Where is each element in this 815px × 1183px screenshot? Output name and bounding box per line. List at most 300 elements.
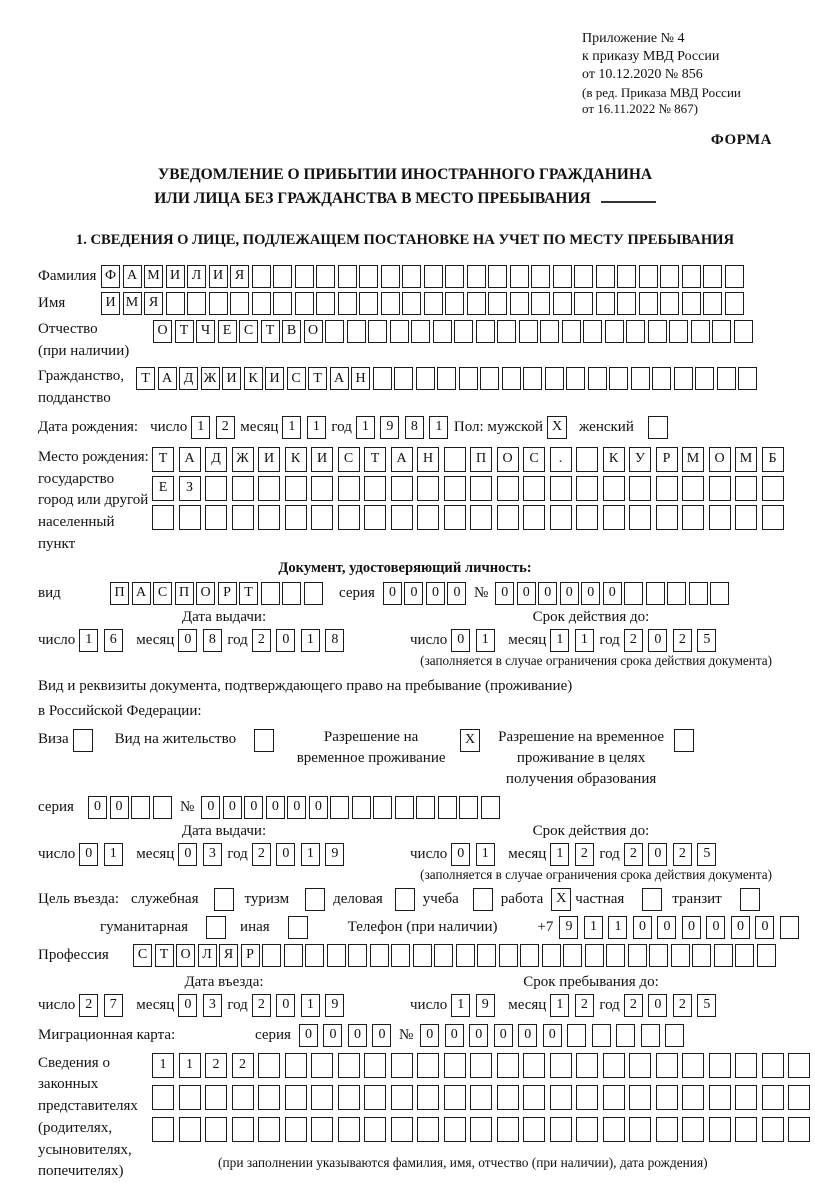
char-cell[interactable]: 3 [203, 843, 222, 866]
char-cell[interactable]: 1 [282, 416, 301, 439]
char-cell[interactable]: 1 [307, 416, 326, 439]
char-cell[interactable] [417, 1053, 439, 1078]
char-cell[interactable] [656, 1117, 678, 1142]
char-cell[interactable]: 0 [404, 582, 423, 605]
char-cell[interactable] [553, 292, 572, 315]
char-cell[interactable]: П [175, 582, 194, 605]
char-cell[interactable] [338, 1053, 360, 1078]
char-cell[interactable] [531, 292, 550, 315]
char-cell[interactable] [481, 796, 500, 819]
char-cell[interactable] [205, 1117, 227, 1142]
char-cell[interactable] [470, 505, 492, 530]
char-cell[interactable]: З [179, 476, 201, 501]
char-cell[interactable]: Е [152, 476, 174, 501]
char-cell[interactable] [411, 320, 430, 343]
char-cell[interactable] [562, 320, 581, 343]
char-cell[interactable]: . [550, 447, 572, 472]
char-cell[interactable] [152, 505, 174, 530]
char-cell[interactable] [285, 1085, 307, 1110]
char-cell[interactable] [364, 1117, 386, 1142]
char-cell[interactable] [550, 505, 572, 530]
char-cell[interactable]: 2 [216, 416, 235, 439]
char-cell[interactable]: 0 [266, 796, 285, 819]
char-cell[interactable]: 0 [79, 843, 98, 866]
char-cell[interactable] [338, 265, 357, 288]
char-cell[interactable]: Т [155, 944, 174, 967]
char-cell[interactable]: И [311, 447, 333, 472]
char-cell[interactable]: 0 [706, 916, 725, 939]
char-cell[interactable] [712, 320, 731, 343]
char-cell[interactable]: 1 [356, 416, 375, 439]
char-cell[interactable]: О [709, 447, 731, 472]
char-cell[interactable] [454, 320, 473, 343]
char-cell[interactable] [656, 1053, 678, 1078]
char-cell[interactable]: О [497, 447, 519, 472]
char-cell[interactable]: О [196, 582, 215, 605]
char-cell[interactable] [576, 1117, 598, 1142]
char-cell[interactable]: 2 [232, 1053, 254, 1078]
char-cell[interactable]: 0 [323, 1024, 342, 1047]
char-cell[interactable]: Р [218, 582, 237, 605]
char-cell[interactable] [550, 1117, 572, 1142]
char-cell[interactable]: Т [152, 447, 174, 472]
char-cell[interactable] [232, 1085, 254, 1110]
purpose-humanitarian-checkbox[interactable] [206, 916, 226, 939]
char-cell[interactable]: С [338, 447, 360, 472]
char-cell[interactable] [390, 320, 409, 343]
char-cell[interactable]: 2 [624, 843, 643, 866]
char-cell[interactable] [330, 796, 349, 819]
char-cell[interactable] [327, 944, 346, 967]
char-cell[interactable] [660, 265, 679, 288]
char-cell[interactable]: П [110, 582, 129, 605]
char-cell[interactable] [576, 447, 598, 472]
char-cell[interactable] [497, 1117, 519, 1142]
char-cell[interactable] [391, 1053, 413, 1078]
char-cell[interactable]: И [166, 265, 185, 288]
purpose-transit-checkbox[interactable] [740, 888, 760, 911]
edu-permit-checkbox[interactable] [674, 729, 694, 752]
char-cell[interactable] [273, 265, 292, 288]
char-cell[interactable]: А [391, 447, 413, 472]
char-cell[interactable] [709, 476, 731, 501]
char-cell[interactable]: 9 [325, 994, 344, 1017]
char-cell[interactable] [444, 1085, 466, 1110]
char-cell[interactable] [470, 476, 492, 501]
char-cell[interactable] [641, 1024, 660, 1047]
char-cell[interactable] [497, 1053, 519, 1078]
char-cell[interactable] [131, 796, 150, 819]
char-cell[interactable]: 2 [79, 994, 98, 1017]
char-cell[interactable] [629, 476, 651, 501]
char-cell[interactable] [258, 1085, 280, 1110]
char-cell[interactable] [629, 505, 651, 530]
char-cell[interactable] [480, 367, 499, 390]
char-cell[interactable]: Т [261, 320, 280, 343]
char-cell[interactable] [646, 582, 665, 605]
char-cell[interactable] [596, 265, 615, 288]
char-cell[interactable] [542, 944, 561, 967]
char-cell[interactable] [359, 265, 378, 288]
char-cell[interactable] [470, 1053, 492, 1078]
char-cell[interactable]: И [265, 367, 284, 390]
char-cell[interactable]: Т [239, 582, 258, 605]
purpose-other-checkbox[interactable] [288, 916, 308, 939]
char-cell[interactable] [609, 367, 628, 390]
char-cell[interactable] [709, 505, 731, 530]
char-cell[interactable] [695, 367, 714, 390]
char-cell[interactable] [788, 1117, 810, 1142]
char-cell[interactable]: 0 [348, 1024, 367, 1047]
char-cell[interactable] [629, 1085, 651, 1110]
char-cell[interactable] [282, 582, 301, 605]
char-cell[interactable] [499, 944, 518, 967]
char-cell[interactable]: 0 [517, 582, 536, 605]
char-cell[interactable] [669, 320, 688, 343]
char-cell[interactable]: 2 [673, 994, 692, 1017]
char-cell[interactable] [780, 916, 799, 939]
char-cell[interactable]: 5 [697, 843, 716, 866]
char-cell[interactable]: 0 [276, 994, 295, 1017]
char-cell[interactable] [348, 944, 367, 967]
char-cell[interactable]: 2 [575, 843, 594, 866]
char-cell[interactable]: 9 [559, 916, 578, 939]
char-cell[interactable]: Н [351, 367, 370, 390]
purpose-private-checkbox[interactable] [642, 888, 662, 911]
char-cell[interactable]: Ч [196, 320, 215, 343]
char-cell[interactable] [304, 582, 323, 605]
char-cell[interactable] [502, 367, 521, 390]
char-cell[interactable]: М [682, 447, 704, 472]
char-cell[interactable]: 0 [244, 796, 263, 819]
char-cell[interactable]: 9 [325, 843, 344, 866]
char-cell[interactable] [592, 1024, 611, 1047]
char-cell[interactable]: 0 [299, 1024, 318, 1047]
char-cell[interactable]: 0 [309, 796, 328, 819]
char-cell[interactable]: 1 [301, 843, 320, 866]
char-cell[interactable] [523, 367, 542, 390]
char-cell[interactable] [444, 1053, 466, 1078]
char-cell[interactable]: Б [762, 447, 784, 472]
char-cell[interactable]: 1 [152, 1053, 174, 1078]
char-cell[interactable] [391, 505, 413, 530]
char-cell[interactable] [576, 1053, 598, 1078]
char-cell[interactable]: 8 [405, 416, 424, 439]
temp-permit-checkbox[interactable]: X [460, 729, 480, 752]
char-cell[interactable] [391, 1085, 413, 1110]
char-cell[interactable] [364, 505, 386, 530]
char-cell[interactable] [373, 367, 392, 390]
char-cell[interactable]: 3 [203, 994, 222, 1017]
char-cell[interactable]: 9 [476, 994, 495, 1017]
char-cell[interactable] [416, 796, 435, 819]
char-cell[interactable] [416, 367, 435, 390]
char-cell[interactable] [444, 476, 466, 501]
char-cell[interactable]: 2 [252, 843, 271, 866]
char-cell[interactable] [531, 265, 550, 288]
char-cell[interactable] [417, 1085, 439, 1110]
char-cell[interactable] [470, 1085, 492, 1110]
char-cell[interactable] [682, 1085, 704, 1110]
char-cell[interactable]: И [209, 265, 228, 288]
char-cell[interactable] [523, 1053, 545, 1078]
char-cell[interactable]: О [153, 320, 172, 343]
char-cell[interactable]: 0 [495, 582, 514, 605]
char-cell[interactable] [703, 265, 722, 288]
char-cell[interactable] [605, 320, 624, 343]
char-cell[interactable]: 1 [550, 843, 569, 866]
char-cell[interactable] [311, 1117, 333, 1142]
char-cell[interactable] [152, 1117, 174, 1142]
char-cell[interactable]: 7 [104, 994, 123, 1017]
char-cell[interactable]: 0 [603, 582, 622, 605]
char-cell[interactable] [205, 505, 227, 530]
char-cell[interactable] [445, 292, 464, 315]
char-cell[interactable] [523, 1117, 545, 1142]
char-cell[interactable] [671, 944, 690, 967]
char-cell[interactable] [152, 1085, 174, 1110]
char-cell[interactable]: 2 [673, 629, 692, 652]
char-cell[interactable] [444, 1117, 466, 1142]
char-cell[interactable] [762, 476, 784, 501]
char-cell[interactable]: К [603, 447, 625, 472]
char-cell[interactable] [510, 292, 529, 315]
char-cell[interactable] [576, 476, 598, 501]
char-cell[interactable] [649, 944, 668, 967]
char-cell[interactable] [402, 265, 421, 288]
char-cell[interactable] [166, 292, 185, 315]
char-cell[interactable] [617, 292, 636, 315]
char-cell[interactable] [520, 944, 539, 967]
char-cell[interactable] [566, 367, 585, 390]
char-cell[interactable] [523, 476, 545, 501]
char-cell[interactable] [325, 320, 344, 343]
char-cell[interactable]: 1 [550, 629, 569, 652]
char-cell[interactable] [295, 265, 314, 288]
char-cell[interactable] [574, 292, 593, 315]
char-cell[interactable] [628, 944, 647, 967]
purpose-tourism-checkbox[interactable] [305, 888, 325, 911]
char-cell[interactable] [444, 505, 466, 530]
char-cell[interactable] [205, 476, 227, 501]
char-cell[interactable] [316, 265, 335, 288]
char-cell[interactable] [553, 265, 572, 288]
char-cell[interactable]: 0 [560, 582, 579, 605]
char-cell[interactable]: 0 [755, 916, 774, 939]
char-cell[interactable]: 0 [648, 994, 667, 1017]
char-cell[interactable] [788, 1085, 810, 1110]
char-cell[interactable]: Р [656, 447, 678, 472]
char-cell[interactable] [725, 292, 744, 315]
char-cell[interactable]: В [282, 320, 301, 343]
char-cell[interactable] [757, 944, 776, 967]
char-cell[interactable] [373, 796, 392, 819]
char-cell[interactable] [258, 1053, 280, 1078]
char-cell[interactable] [417, 505, 439, 530]
char-cell[interactable] [179, 1085, 201, 1110]
char-cell[interactable] [488, 265, 507, 288]
char-cell[interactable]: С [133, 944, 152, 967]
char-cell[interactable]: С [153, 582, 172, 605]
char-cell[interactable] [738, 367, 757, 390]
char-cell[interactable] [735, 505, 757, 530]
char-cell[interactable]: И [101, 292, 120, 315]
char-cell[interactable] [273, 292, 292, 315]
char-cell[interactable]: 0 [88, 796, 107, 819]
char-cell[interactable] [417, 1117, 439, 1142]
char-cell[interactable]: С [287, 367, 306, 390]
char-cell[interactable] [338, 505, 360, 530]
char-cell[interactable] [402, 292, 421, 315]
char-cell[interactable] [381, 292, 400, 315]
char-cell[interactable] [338, 1085, 360, 1110]
char-cell[interactable] [352, 796, 371, 819]
char-cell[interactable]: Д [179, 367, 198, 390]
char-cell[interactable] [550, 1053, 572, 1078]
char-cell[interactable]: 0 [581, 582, 600, 605]
char-cell[interactable]: А [158, 367, 177, 390]
char-cell[interactable] [735, 944, 754, 967]
char-cell[interactable] [424, 292, 443, 315]
char-cell[interactable] [523, 1085, 545, 1110]
char-cell[interactable] [691, 320, 710, 343]
char-cell[interactable] [433, 320, 452, 343]
char-cell[interactable] [258, 1117, 280, 1142]
char-cell[interactable] [347, 320, 366, 343]
char-cell[interactable] [179, 505, 201, 530]
char-cell[interactable] [692, 944, 711, 967]
char-cell[interactable] [391, 1117, 413, 1142]
char-cell[interactable] [545, 367, 564, 390]
char-cell[interactable]: А [132, 582, 151, 605]
char-cell[interactable]: 2 [673, 843, 692, 866]
char-cell[interactable] [639, 292, 658, 315]
char-cell[interactable] [629, 1053, 651, 1078]
char-cell[interactable] [488, 292, 507, 315]
char-cell[interactable] [603, 505, 625, 530]
char-cell[interactable] [368, 320, 387, 343]
char-cell[interactable]: 0 [648, 629, 667, 652]
char-cell[interactable] [316, 292, 335, 315]
char-cell[interactable] [381, 265, 400, 288]
char-cell[interactable]: 2 [624, 629, 643, 652]
char-cell[interactable] [285, 1117, 307, 1142]
char-cell[interactable] [519, 320, 538, 343]
char-cell[interactable]: И [258, 447, 280, 472]
char-cell[interactable]: У [629, 447, 651, 472]
char-cell[interactable] [285, 1053, 307, 1078]
char-cell[interactable]: 0 [451, 843, 470, 866]
char-cell[interactable]: 0 [201, 796, 220, 819]
char-cell[interactable]: 1 [550, 994, 569, 1017]
char-cell[interactable]: М [144, 265, 163, 288]
char-cell[interactable]: 2 [252, 994, 271, 1017]
char-cell[interactable]: 1 [476, 843, 495, 866]
char-cell[interactable] [510, 265, 529, 288]
char-cell[interactable]: 2 [205, 1053, 227, 1078]
visa-checkbox[interactable] [73, 729, 93, 752]
char-cell[interactable] [682, 1117, 704, 1142]
residence-permit-checkbox[interactable] [254, 729, 274, 752]
char-cell[interactable] [626, 320, 645, 343]
char-cell[interactable] [395, 796, 414, 819]
char-cell[interactable] [364, 1053, 386, 1078]
char-cell[interactable] [232, 1117, 254, 1142]
char-cell[interactable] [709, 1085, 731, 1110]
char-cell[interactable] [338, 476, 360, 501]
char-cell[interactable] [550, 1085, 572, 1110]
char-cell[interactable] [438, 796, 457, 819]
char-cell[interactable] [567, 1024, 586, 1047]
char-cell[interactable] [445, 265, 464, 288]
char-cell[interactable]: 8 [325, 629, 344, 652]
char-cell[interactable]: 0 [420, 1024, 439, 1047]
char-cell[interactable]: 0 [276, 629, 295, 652]
char-cell[interactable] [209, 292, 228, 315]
char-cell[interactable] [606, 944, 625, 967]
char-cell[interactable]: 0 [178, 629, 197, 652]
char-cell[interactable] [682, 265, 701, 288]
char-cell[interactable] [467, 292, 486, 315]
char-cell[interactable] [497, 476, 519, 501]
char-cell[interactable] [735, 1085, 757, 1110]
char-cell[interactable]: Д [205, 447, 227, 472]
char-cell[interactable] [394, 367, 413, 390]
char-cell[interactable]: 0 [426, 582, 445, 605]
char-cell[interactable] [391, 944, 410, 967]
char-cell[interactable] [311, 1053, 333, 1078]
char-cell[interactable] [311, 476, 333, 501]
char-cell[interactable]: А [179, 447, 201, 472]
char-cell[interactable]: 1 [451, 994, 470, 1017]
female-checkbox[interactable] [648, 416, 668, 439]
purpose-business-checkbox[interactable] [395, 888, 415, 911]
char-cell[interactable]: 0 [648, 843, 667, 866]
char-cell[interactable]: Л [187, 265, 206, 288]
char-cell[interactable] [470, 1117, 492, 1142]
char-cell[interactable] [682, 292, 701, 315]
char-cell[interactable]: 0 [469, 1024, 488, 1047]
char-cell[interactable] [497, 320, 516, 343]
purpose-official-checkbox[interactable] [214, 888, 234, 911]
char-cell[interactable] [616, 1024, 635, 1047]
char-cell[interactable]: К [285, 447, 307, 472]
char-cell[interactable] [674, 367, 693, 390]
char-cell[interactable] [153, 796, 172, 819]
char-cell[interactable] [703, 292, 722, 315]
char-cell[interactable] [624, 582, 643, 605]
char-cell[interactable]: 1 [584, 916, 603, 939]
char-cell[interactable] [603, 1117, 625, 1142]
char-cell[interactable]: 0 [657, 916, 676, 939]
char-cell[interactable] [459, 796, 478, 819]
char-cell[interactable] [682, 505, 704, 530]
char-cell[interactable] [665, 1024, 684, 1047]
char-cell[interactable]: 1 [179, 1053, 201, 1078]
char-cell[interactable] [735, 476, 757, 501]
char-cell[interactable]: 0 [223, 796, 242, 819]
char-cell[interactable] [576, 505, 598, 530]
char-cell[interactable]: Я [230, 265, 249, 288]
char-cell[interactable] [540, 320, 559, 343]
char-cell[interactable] [262, 944, 281, 967]
char-cell[interactable]: Т [175, 320, 194, 343]
char-cell[interactable]: М [735, 447, 757, 472]
char-cell[interactable] [437, 367, 456, 390]
char-cell[interactable]: А [330, 367, 349, 390]
char-cell[interactable] [714, 944, 733, 967]
male-checkbox[interactable]: X [547, 416, 567, 439]
